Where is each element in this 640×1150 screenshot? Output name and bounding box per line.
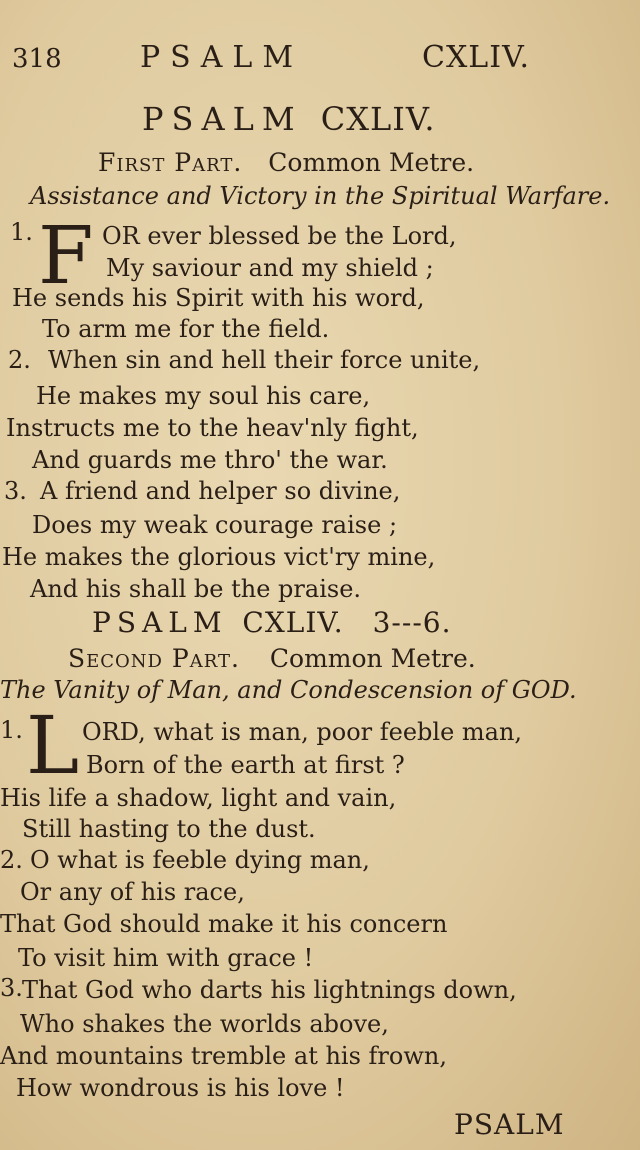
verse-line: He sends his Spirit with his word, (12, 284, 425, 312)
section1-part-heading (98, 148, 474, 177)
verse-line: He makes my soul his care, (36, 382, 371, 410)
running-number: CXLIV. (422, 40, 531, 75)
verse-line: O what is feeble dying man, (30, 846, 370, 874)
verse-line: When sin and hell their force unite, (48, 346, 481, 374)
verse-line: Does my weak courage raise ; (32, 511, 398, 539)
section1-title-number: CXLIV. (320, 100, 436, 138)
verse-number: 1. (0, 716, 23, 744)
section2-part-heading (68, 644, 476, 673)
verse-line: Still hasting to the dust. (22, 815, 316, 843)
verse-number: 1. (10, 218, 33, 246)
verse-line: How wondrous is his love ! (16, 1074, 345, 1102)
section2-title-word: PSALM (92, 606, 228, 639)
verse-line: His life a shadow, light and vain, (0, 784, 397, 812)
verse-line: To visit him with grace ! (18, 944, 314, 972)
section1-dropcap: F (38, 209, 94, 302)
verse-line: That God who darts his lightnings down, (22, 976, 517, 1004)
verse-line: Born of the earth at first ? (86, 751, 405, 779)
verse-line: Or any of his race, (20, 878, 245, 906)
verse-line: To arm me for the field. (42, 315, 330, 343)
section1-subject: Assistance and Victory in the Spiritual Warfare. (30, 182, 611, 210)
section2-title (92, 606, 452, 639)
page-number: 318 (12, 44, 62, 74)
verse-line: OR ever blessed be the Lord, (102, 222, 457, 250)
section1-title (142, 100, 436, 138)
catchword: PSALM (454, 1108, 565, 1141)
verse-number: 3. (4, 477, 27, 505)
verse-line: My saviour and my shield ; (106, 254, 434, 282)
verse-line: Who shakes the worlds above, (20, 1010, 389, 1038)
section2-dropcap: L (26, 699, 80, 792)
verse-number: 2. (8, 346, 31, 374)
verse-line: He makes the glorious vict'ry mine, (2, 543, 436, 571)
verse-number: 3. (0, 974, 23, 1002)
verse-number: 2. (0, 846, 23, 874)
section1-title-word: PSALM (142, 100, 303, 138)
section2-title-number: CXLIV. (242, 606, 344, 639)
verse-line: A friend and helper so divine, (40, 477, 401, 505)
verse-line: That God should make it his concern (0, 910, 448, 938)
verse-line: And mountains tremble at his frown, (0, 1042, 447, 1070)
verse-line: ORD, what is man, poor feeble man, (82, 718, 523, 746)
section2-metre: Common Metre. (269, 644, 476, 673)
section1-part-label: First Part. (98, 148, 243, 177)
running-title: PSALM (140, 40, 304, 75)
section1-metre: Common Metre. (268, 148, 475, 177)
verse-line: And guards me thro' the war. (32, 446, 388, 474)
section2-verses-ref: 3---6. (372, 606, 452, 639)
section2-subject: The Vanity of Man, and Condescension of GOD. (0, 676, 577, 704)
verse-line: Instructs me to the heav'nly fight, (6, 414, 419, 442)
verse-line: And his shall be the praise. (30, 575, 362, 603)
section2-part-label: Second Part. (68, 644, 240, 673)
